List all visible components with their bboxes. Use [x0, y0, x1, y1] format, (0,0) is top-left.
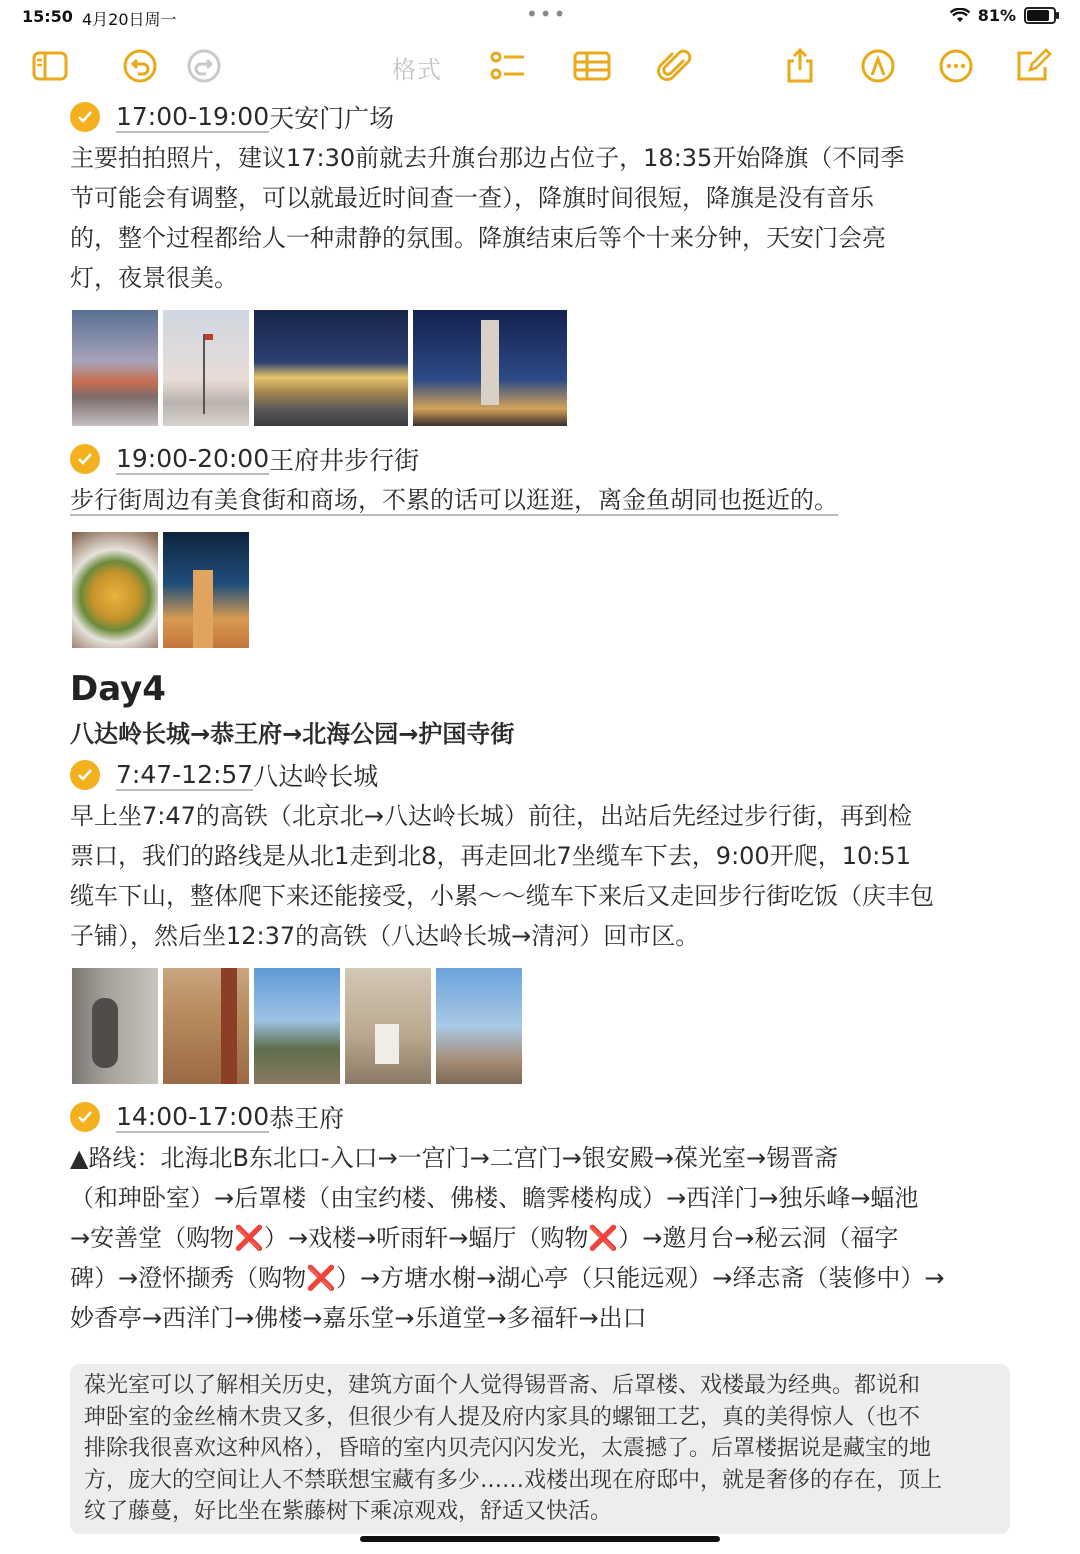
- photo-row-wangfujing: [72, 532, 1020, 648]
- check-circle-icon[interactable]: [70, 760, 100, 790]
- battery-icon: [1024, 7, 1056, 24]
- status-time: 15:50: [22, 7, 73, 26]
- photo-thumbnail[interactable]: [436, 968, 522, 1084]
- table-icon[interactable]: [572, 46, 612, 86]
- notes-toolbar: [0, 40, 1080, 90]
- text-line: 的，整个过程都给人一种肃静的氛围。降旗结束后等个十来分钟，天安门会亮: [70, 224, 886, 252]
- format-button[interactable]: 格式: [392, 56, 442, 84]
- place-name: 恭王府: [269, 1104, 345, 1133]
- checklist-item-badaling[interactable]: [70, 754, 1020, 796]
- text-line: 子铺），然后坐12:37的高铁（八达岭长城→清河）回市区。: [70, 922, 700, 950]
- text-line: ▲路线：北海北B东北口-入口→一宫门→二宫门→银安殿→葆光室→锡晋斋: [70, 1144, 839, 1172]
- status-bar: [0, 0, 1080, 34]
- check-circle-icon[interactable]: [70, 444, 100, 474]
- compose-icon[interactable]: [1014, 46, 1054, 86]
- multitasking-dots-icon[interactable]: •••: [526, 2, 568, 26]
- place-name: 天安门广场: [269, 104, 395, 133]
- text-line: →安善堂（购物❌）→戏楼→听雨轩→蝠厅（购物❌）→邀月台→秘云洞（福字: [70, 1224, 899, 1252]
- check-circle-icon[interactable]: [70, 102, 100, 132]
- checklist-item-wangfujing[interactable]: [70, 438, 1020, 480]
- text-line: 主要拍拍照片，建议17:30前就去升旗台那边占位子，18:35开始降旗（不同季: [70, 144, 905, 172]
- text-line: 妙香亭→西洋门→佛楼→嘉乐堂→乐道堂→多福轩→出口: [70, 1304, 647, 1332]
- undo-icon[interactable]: [120, 46, 160, 86]
- markup-icon[interactable]: [858, 46, 898, 86]
- text-line: 缆车下山，整体爬下来还能接受，小累～～缆车下来后又走回步行街吃饭（庆丰包: [70, 882, 934, 910]
- time-range[interactable]: 7:47-12:57: [116, 759, 254, 789]
- photo-thumbnail[interactable]: [254, 968, 340, 1084]
- redo-icon[interactable]: [184, 46, 224, 86]
- sidebar-icon[interactable]: [30, 46, 70, 86]
- status-right: [950, 6, 1056, 25]
- home-indicator[interactable]: [360, 1536, 720, 1542]
- time-range[interactable]: 19:00-20:00: [116, 443, 270, 473]
- status-date: 4月20日周一: [82, 10, 177, 29]
- text-line: 灯，夜景很美。: [70, 264, 238, 292]
- day-route: 八达岭长城→恭王府→北海公园→护国寺街: [70, 720, 515, 748]
- checklist-icon[interactable]: [488, 46, 528, 86]
- text-line: 节可能会有调整，可以就最近时间查一查），降旗时间很短，降旗是没有音乐: [70, 184, 874, 212]
- photo-thumbnail[interactable]: [413, 310, 567, 426]
- wifi-icon: [950, 8, 970, 24]
- text-line: 方，庞大的空间让人不禁联想宝藏有多少……戏楼出现在府邸中，就是奢侈的存在，顶上: [84, 1467, 943, 1493]
- photo-thumbnail[interactable]: [72, 968, 158, 1084]
- text-line: 早上坐7:47的高铁（北京北→八达岭长城）前往，出站后先经过步行街，再到检: [70, 802, 913, 830]
- text-line: 排除我很喜欢这种风格），昏暗的室内贝壳闪闪发光，太震撼了。后罩楼据说是藏宝的地: [84, 1436, 932, 1461]
- photo-thumbnail[interactable]: [163, 968, 249, 1084]
- wangfujing-text: [70, 480, 1020, 520]
- battery-percent: 81%: [977, 6, 1016, 25]
- text-line: （和珅卧室）→后罩楼（由宝约楼、佛楼、瞻霁楼构成）→西洋门→独乐峰→蝠池: [70, 1184, 919, 1212]
- photo-row-badaling: [72, 968, 1020, 1084]
- checklist-item-tiananmen[interactable]: [70, 96, 1020, 138]
- check-circle-icon[interactable]: [70, 1102, 100, 1132]
- text-line: 步行街周边有美食街和商场，不累的话可以逛逛，离金鱼胡同也挺近的。: [70, 486, 838, 514]
- tiananmen-text: [70, 138, 1020, 298]
- place-name: 八达岭长城: [253, 762, 379, 791]
- time-range[interactable]: 14:00-17:00: [116, 1101, 270, 1131]
- text-line: 票口，我们的路线是从北1走到北8，再走回北7坐缆车下去，9:00开爬，10:51: [70, 842, 911, 870]
- text-line: 碑）→澄怀撷秀（购物❌）→方塘水榭→湖心亭（只能远观）→绎志斋（装修中）→: [70, 1264, 945, 1292]
- time-range[interactable]: 17:00-19:00: [116, 101, 270, 131]
- photo-row-tiananmen: [72, 310, 1020, 426]
- photo-thumbnail[interactable]: [345, 968, 431, 1084]
- day-heading: Day4: [70, 669, 166, 709]
- note-body[interactable]: [70, 96, 1020, 1338]
- text-line: 葆光室可以了解相关历史，建筑方面个人觉得锡晋斋、后罩楼、戏楼最为经典。都说和: [84, 1373, 921, 1398]
- gongwangfu-route: [70, 1138, 1020, 1338]
- quote-block: [70, 1364, 1010, 1534]
- photo-thumbnail[interactable]: [254, 310, 408, 426]
- attachment-icon[interactable]: [654, 46, 694, 86]
- checklist-item-gongwangfu[interactable]: [70, 1096, 1020, 1138]
- photo-thumbnail[interactable]: [163, 310, 249, 426]
- text-line: 珅卧室的金丝楠木贵又多，但很少有人提及府内家具的螺钿工艺，真的美得惊人（也不: [84, 1404, 921, 1430]
- text-line: 纹了藤蔓，好比坐在紫藤树下乘凉观戏，舒适又快活。: [84, 1499, 613, 1524]
- photo-thumbnail[interactable]: [163, 532, 249, 648]
- photo-thumbnail[interactable]: [72, 310, 158, 426]
- photo-thumbnail[interactable]: [72, 532, 158, 648]
- place-name: 王府井步行街: [269, 446, 420, 475]
- badaling-text: [70, 796, 1020, 956]
- more-icon[interactable]: [936, 46, 976, 86]
- share-icon[interactable]: [780, 46, 820, 86]
